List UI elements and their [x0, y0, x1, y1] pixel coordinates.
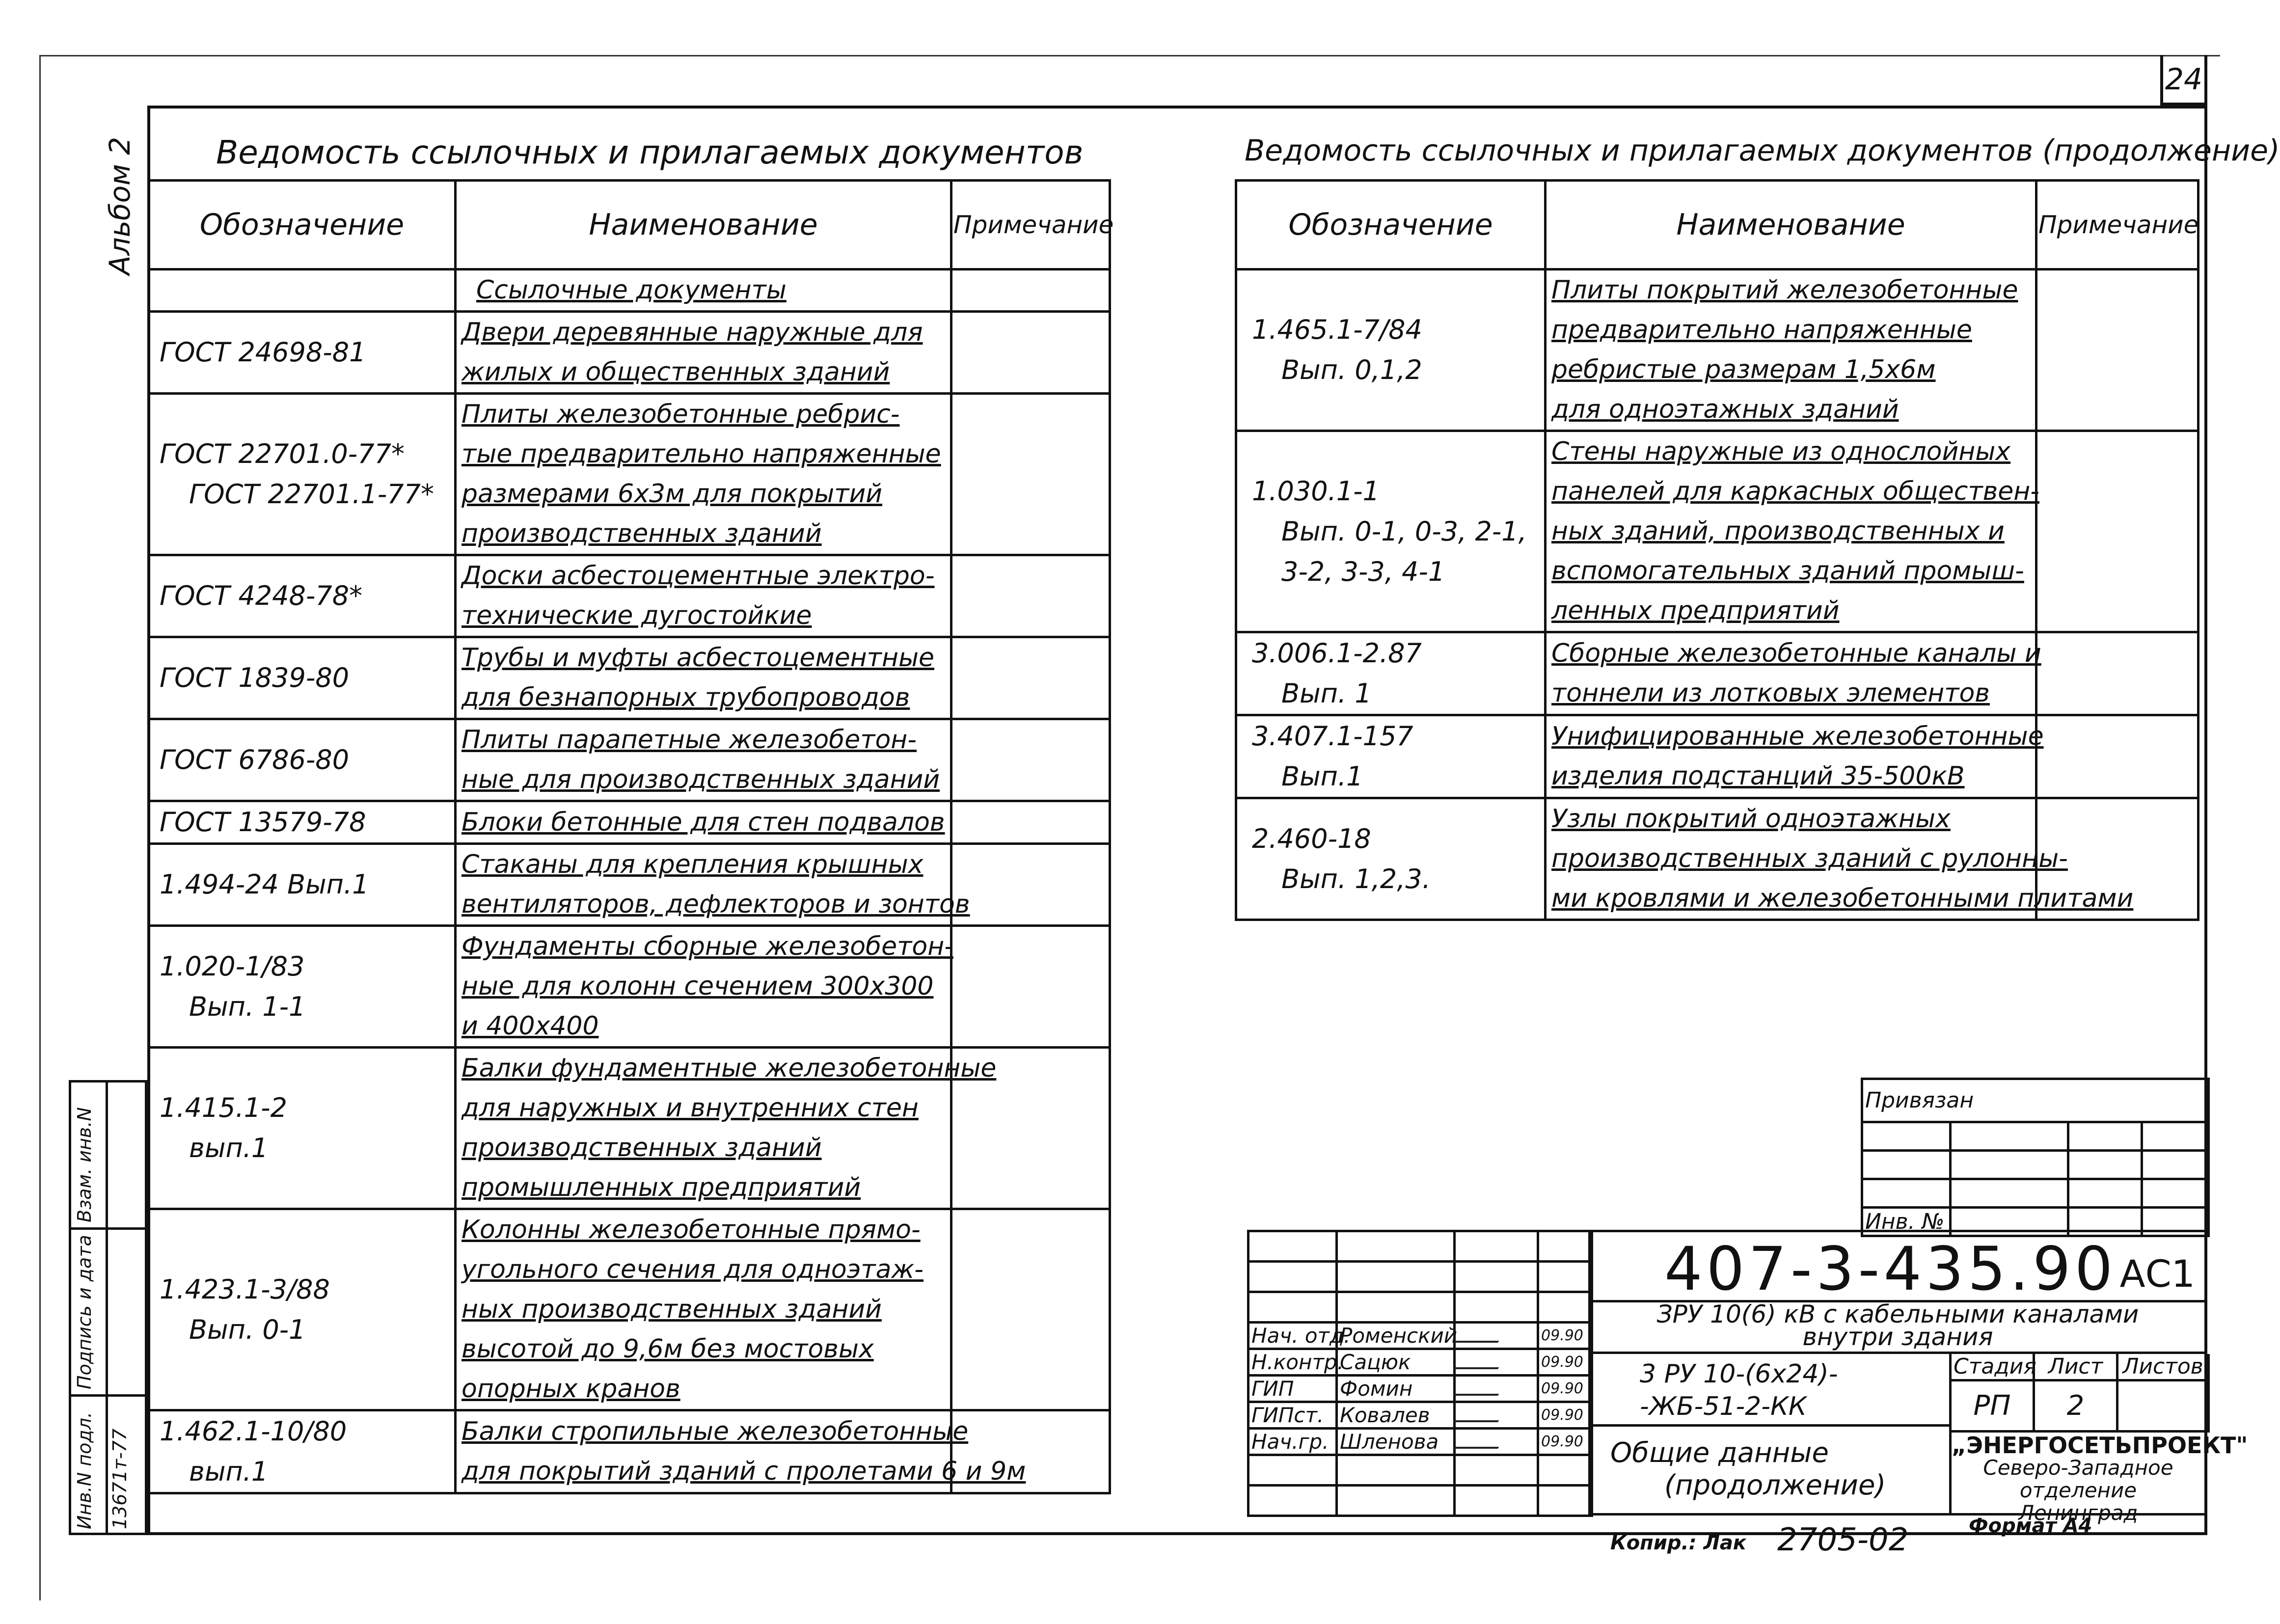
staff-row [1249, 1402, 1592, 1429]
staff-signature [1455, 1376, 1538, 1402]
name-text-line: предварительно напряженные [1551, 315, 1972, 345]
name-cell [456, 312, 951, 394]
designation-cell [149, 394, 456, 555]
staff-role: Нач.гр. [1249, 1429, 1337, 1455]
note-cell [951, 555, 1110, 637]
name-text-line: и 400х400 [461, 1011, 599, 1041]
name-text-line: Стаканы для крепления крышных [461, 850, 923, 879]
sheet-title-line1: Общие данные [1610, 1437, 1829, 1469]
designation-text: ГОСТ 1839-80 [160, 662, 350, 693]
table-row [149, 1048, 1110, 1209]
column-header-designation: Обозначение [149, 181, 456, 270]
column-header-name: Наименование [1546, 181, 2036, 270]
designation-cell [1236, 798, 1546, 920]
name-text-line: Балки фундаментные железобетонные [461, 1054, 997, 1083]
signature-date-label: Подпись и дата [74, 1235, 95, 1389]
staff-signature [1455, 1402, 1538, 1429]
name-cell [1546, 798, 2134, 920]
designation-text: 1.494-24 Вып.1 [160, 869, 369, 900]
original-inventory-label: Инв.N подл. [74, 1412, 95, 1529]
staff-date: 09.90 [1538, 1323, 1592, 1349]
side-stamp-divider [69, 1394, 147, 1397]
left-table-title: Ведомость ссылочных и прилагаемых документов [216, 134, 1084, 171]
table-row [1236, 270, 2199, 431]
name-cell [456, 555, 951, 637]
variant-line1: 3 РУ 10-(6х24)- [1640, 1359, 1838, 1389]
designation-text: ГОСТ 6786-80 [160, 744, 350, 775]
replaced-inventory-label: Взам. инв.N [74, 1107, 95, 1222]
right-table-title: Ведомость ссылочных и прилагаемых документов (продолжение) [1245, 134, 2280, 168]
name-cell [456, 1410, 1026, 1493]
table-row [149, 844, 1110, 926]
variant-line2: -ЖБ-51-2-КК [1640, 1392, 1807, 1421]
name-cell [456, 719, 951, 801]
name-text-line: Колонны железобетонные прямо- [461, 1215, 921, 1245]
staff-role: ГИПст. [1249, 1402, 1337, 1429]
name-text-line: Балки стропильные железобетонные [461, 1417, 969, 1446]
stage-value: РП [1951, 1380, 2034, 1432]
designation-cell [149, 1209, 456, 1410]
name-text-line: ребристые размерам 1,5х6м [1551, 355, 1936, 384]
left-reference-table [147, 179, 1114, 1494]
organization-name: „ЭНЕРГОСЕТЬПРОЕКТ" [1952, 1432, 2248, 1459]
designation-cell [1236, 270, 1546, 431]
staff-row [1249, 1376, 1592, 1402]
staff-signature [1455, 1429, 1538, 1455]
designation-text: ГОСТ 4248-78* [160, 580, 363, 611]
note-cell [951, 719, 1110, 801]
staff-name: Сацюк [1337, 1349, 1455, 1376]
staff-role: Нач. отд. [1249, 1323, 1337, 1349]
table-row [149, 1209, 1110, 1410]
section-header: Ссылочные документы [456, 270, 951, 312]
designation-cell [149, 844, 456, 926]
name-text-line: Блоки бетонные для стен подвалов [461, 807, 945, 837]
designation-text: 1.415.1-2 [160, 1092, 287, 1123]
name-cell [456, 1209, 951, 1410]
note-cell [951, 637, 1110, 719]
designation-cell [149, 1048, 456, 1209]
sheet-title-cell [1588, 1424, 1952, 1516]
note-cell [2036, 715, 2199, 798]
note-cell [2036, 270, 2199, 431]
designation-text: Вып. 1 [1281, 678, 1372, 709]
designation-text: Вып. 0-1 [189, 1314, 306, 1345]
sheet-mark: АС1 [2119, 1252, 2195, 1296]
name-cell [1546, 715, 2044, 798]
designation-text: 1.423.1-3/88 [160, 1273, 330, 1305]
staff-row [1249, 1349, 1592, 1376]
name-cell [456, 844, 970, 926]
stage-label: Стадия [1951, 1354, 2034, 1380]
designation-text: 3.006.1-2.87 [1252, 638, 1422, 669]
name-text-line: Плиты парапетные железобетон- [461, 725, 917, 755]
name-text-line: высотой до 9,6м без мостовых [461, 1334, 874, 1364]
staff-table [1247, 1230, 1593, 1517]
staff-date: 09.90 [1538, 1349, 1592, 1376]
staff-role: Н.контр. [1249, 1349, 1337, 1376]
table-row [1236, 431, 2199, 632]
name-text-line: тоннели из лотковых элементов [1551, 678, 1990, 708]
name-cell [456, 1048, 997, 1209]
name-text-line: Трубы и муфты асбестоцементные [461, 643, 935, 673]
designation-cell [149, 926, 456, 1048]
sheet-number: 24 [2160, 55, 2207, 106]
designation-text: 3.407.1-157 [1252, 721, 1413, 752]
side-stamp-divider [106, 1080, 108, 1535]
doc-code-cell [1588, 1230, 2207, 1302]
name-text-line: Сборные железобетонные каналы и [1551, 639, 2041, 668]
name-text-line: ных зданий, производственных и [1551, 516, 2005, 546]
designation-text: Вып. 0,1,2 [1281, 354, 1422, 385]
object-name-cell [1588, 1300, 2207, 1354]
organization-cell [1949, 1424, 2248, 1525]
signature-mark [1454, 1329, 1506, 1343]
name-text-line: технические дугостойкие [461, 601, 812, 630]
designation-text: Вып. 1-1 [189, 991, 306, 1022]
empty-cell [149, 270, 456, 312]
name-text-line: Стены наружные из однослойных [1551, 437, 2011, 466]
designation-text: ГОСТ 13579-78 [160, 807, 366, 838]
name-text-line: ленных предприятий [1551, 596, 1840, 625]
signature-mark [1454, 1382, 1506, 1396]
binding-inventory-label: Инв. № [1862, 1208, 1951, 1236]
designation-text: 1.030.1-1 [1252, 475, 1380, 507]
staff-row [1249, 1323, 1592, 1349]
table-row [1236, 715, 2199, 798]
stage-table [1949, 1354, 2210, 1433]
name-cell [1546, 431, 2040, 632]
signature-mark [1454, 1355, 1506, 1369]
column-header-note: Примечание [2036, 181, 2199, 270]
staff-date: 09.90 [1538, 1429, 1592, 1455]
side-stamp-divider [69, 1227, 147, 1230]
staff-name: Ковалев [1337, 1402, 1455, 1429]
table-row [149, 801, 1110, 844]
variant-cell [1588, 1354, 1952, 1427]
name-text-line: производственных зданий [461, 519, 822, 548]
designation-cell [1236, 431, 1546, 632]
note-cell [2036, 431, 2199, 632]
name-text-line: Унифицированные железобетонные [1551, 722, 2044, 751]
name-text-line: Плиты железобетонные ребрис- [461, 400, 900, 429]
name-text-line: для одноэтажных зданий [1551, 395, 1899, 424]
sheet-value: 2 [2034, 1380, 2117, 1432]
table-row [1236, 798, 2199, 920]
designation-text: вып.1 [189, 1456, 269, 1487]
name-text-line: для безнапорных трубопроводов [461, 683, 910, 712]
organization-city: Ленинград [2018, 1501, 2138, 1525]
column-header-name: Наименование [456, 181, 951, 270]
name-text-line: промышленных предприятий [461, 1173, 861, 1202]
organization-branch: Северо-Западное отделение [1983, 1456, 2173, 1502]
name-text-line: Доски асбестоцементные электро- [461, 561, 935, 591]
designation-text: Вып. 0-1, 0-3, 2-1, [1281, 515, 1527, 547]
staff-name: Фомин [1337, 1376, 1455, 1402]
name-text-line: жилых и общественных зданий [461, 357, 890, 387]
name-text-line: опорных кранов [461, 1374, 680, 1404]
copied-by-label: Копир.: Лак [1610, 1532, 1746, 1554]
designation-text: ГОСТ 24698-81 [160, 337, 366, 368]
table-row [149, 555, 1110, 637]
name-cell [456, 926, 951, 1048]
album-label: Альбом 2 [103, 136, 136, 275]
designation-text: ГОСТ 22701.1-77* [189, 479, 434, 510]
name-text-line: для наружных и внутренних стен [461, 1093, 919, 1123]
table-row [149, 926, 1110, 1048]
staff-date: 09.90 [1538, 1376, 1592, 1402]
staff-role: ГИП [1249, 1376, 1337, 1402]
signature-mark [1454, 1408, 1506, 1422]
name-text-line: ных производственных зданий [461, 1295, 882, 1324]
name-text-line: размерами 6х3м для покрытий [461, 479, 883, 509]
designation-cell [149, 555, 456, 637]
table-row [149, 637, 1110, 719]
sheets-value [2117, 1380, 2209, 1432]
right-reference-table [1235, 179, 2199, 921]
document-code: 407-3-435.90 [1664, 1234, 2117, 1304]
sheet-title-line2: (продолжение) [1664, 1469, 1886, 1501]
name-text-line: Двери деревянные наружные для [461, 318, 923, 347]
name-text-line: ные для колонн сечением 300х300 [461, 972, 934, 1001]
designation-cell [1236, 715, 1546, 798]
title-block [1247, 1230, 2248, 1525]
column-header-designation: Обозначение [1236, 181, 1546, 270]
table-row [1236, 632, 2199, 715]
object-name-line2: внутри здания [1802, 1323, 1993, 1351]
staff-signature [1455, 1323, 1538, 1349]
note-cell [951, 801, 1110, 844]
staff-name: Шленова [1337, 1429, 1455, 1455]
name-cell [456, 394, 951, 555]
binding-label: Привязан [1862, 1079, 2209, 1122]
staff-row [1249, 1429, 1592, 1455]
designation-cell [149, 719, 456, 801]
name-text-line: вспомогательных зданий промыш- [1551, 556, 2024, 586]
designation-cell [149, 801, 456, 844]
name-text-line: ми кровлями и железобетонными плитами [1551, 884, 2134, 913]
name-cell [1546, 632, 2041, 715]
designation-cell [1236, 632, 1546, 715]
note-cell [951, 394, 1110, 555]
staff-name: Роменский [1337, 1323, 1455, 1349]
name-text-line: производственных зданий [461, 1133, 822, 1163]
note-cell [951, 1209, 1110, 1410]
signature-mark [1454, 1435, 1506, 1449]
staff-date: 09.90 [1538, 1402, 1592, 1429]
sheets-label: Листов [2117, 1354, 2209, 1380]
designation-cell [149, 637, 456, 719]
name-text-line: панелей для каркасных обществен- [1551, 477, 2040, 506]
name-cell [1546, 270, 2036, 431]
note-cell [951, 312, 1110, 394]
object-name-line1: ЗРУ 10(6) кВ с кабельными каналами [1656, 1300, 2139, 1328]
name-text-line: вентиляторов, дефлекторов и зонтов [461, 890, 970, 919]
designation-text: 1.020-1/83 [160, 950, 305, 982]
staff-signature [1455, 1349, 1538, 1376]
designation-text: 3-2, 3-3, 4-1 [1281, 556, 1445, 587]
table-row [149, 394, 1110, 555]
name-cell [456, 637, 951, 719]
name-text-line: Фундаменты сборные железобетон- [461, 932, 953, 961]
designation-text: Вып. 1,2,3. [1281, 863, 1431, 894]
designation-cell [149, 1410, 456, 1493]
empty-cell [951, 270, 1110, 312]
table-row [149, 312, 1110, 394]
designation-text: вып.1 [189, 1133, 269, 1164]
note-cell [951, 844, 1110, 926]
designation-text: ГОСТ 22701.0-77* [160, 438, 405, 469]
column-header-note: Примечание [951, 181, 1110, 270]
designation-text: 1.462.1-10/80 [160, 1416, 347, 1447]
designation-text: 2.460-18 [1252, 823, 1371, 854]
name-text-line: тые предварительно напряженные [461, 439, 941, 469]
table-row [149, 1410, 1110, 1493]
sheet-label: Лист [2034, 1354, 2117, 1380]
format-label: Формат А4 [1969, 1515, 2092, 1537]
order-number: 2705-02 [1777, 1522, 1909, 1558]
name-text-line: для покрытий зданий с пролетами 6 и 9м [461, 1457, 1026, 1486]
note-cell [951, 926, 1110, 1048]
name-text-line: ные для производственных зданий [461, 765, 940, 794]
name-text-line: производственных зданий с рулонны- [1551, 844, 2068, 873]
original-inventory-number: 13671т-77 [109, 1428, 131, 1529]
table-row [149, 719, 1110, 801]
name-text-line: Плиты покрытий железобетонные [1551, 275, 2018, 305]
note-cell [2036, 632, 2199, 715]
name-text-line: Узлы покрытий одноэтажных [1551, 804, 1951, 834]
name-text-line: изделия подстанций 35-500кВ [1551, 761, 1965, 791]
binding-block [1861, 1078, 2210, 1237]
designation-text: Вып.1 [1281, 761, 1363, 792]
name-cell [456, 801, 951, 844]
designation-cell [149, 312, 456, 394]
designation-text: 1.465.1-7/84 [1252, 314, 1422, 345]
name-text-line: угольного сечения для одноэтаж- [461, 1255, 924, 1284]
